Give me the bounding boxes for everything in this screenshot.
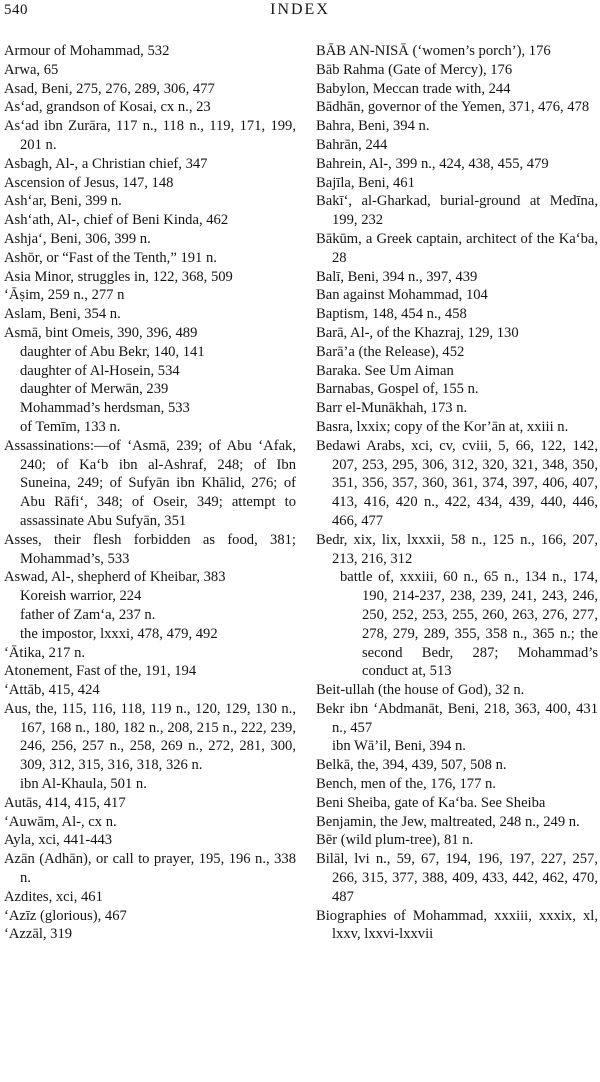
- index-entry: Asses, their flesh forbidden as food, 381; Mohammad’s, 533: [4, 531, 296, 567]
- index-entry: BĀB AN-NISĀ (‘women’s porch’), 176: [316, 43, 551, 59]
- index-subentry: battle of, xxxiii, 60 n., 65 n., 134 n., 174, 190, 214-237, 238, 239, 241, 243, 246, 250, 252, 253, 255, 260, 263, 276, 277, 278, 279, 289, 355, 358 n., 365 n.; the second Bedr, 287; Mohammad’s conduct at, 513: [340, 569, 598, 680]
- index-entry: Aswad, Al-, shepherd of Kheibar, 383: [4, 569, 226, 586]
- index-entry: Aus, the, 115, 116, 118, 119 n., 120, 129, 130 n., 167, 168 n., 180, 182 n., 208, 215 n., 222, 239, 246, 256, 257 n., 258, 269 n., 272, 281, 300, 309, 312, 315, 316, 318, 326 n.: [4, 700, 296, 774]
- index-entry: Ashōr, or “Fast of the Tenth,” 191 n.: [4, 249, 217, 266]
- index-entry: Barā, Al-, of the Khazraj, 129, 130: [316, 324, 519, 341]
- index-entry: Barā’a (the Release), 452: [316, 343, 465, 360]
- index-entry: ‘Āṣim, 259 n., 277 n: [4, 287, 125, 304]
- index-entry: Armour of Mohammad, 532: [4, 43, 170, 59]
- index-subentry: daughter of Al-Hosein, 534: [20, 362, 180, 379]
- index-entry: Bekr ibn ‘Abdmanāt, Beni, 218, 363, 400, 431 n., 457: [316, 700, 598, 736]
- index-entry: Bāb Rahma (Gate of Mercy), 176: [316, 61, 513, 78]
- index-entry: Bākūm, a Greek captain, architect of the Ka‘ba, 28: [316, 230, 598, 266]
- index-subentry: father of Zam‘a, 237 n.: [20, 606, 156, 623]
- index-entry: ‘Auwām, Al-, cx n.: [4, 813, 117, 830]
- index-entry: Bēr (wild plum-tree), 81 n.: [316, 832, 474, 849]
- index-entry: Assassinations:—of ‘Asmā, 239; of Abu ‘Afak, 240; of Ka‘b ibn al-Ashraf, 248; of Ibn Suneina, 249; of Sufyān ibn Khālid, 276; of Abu Rāfi‘, 348; of Oseir, 349; attempt to assassinate Abu Sufyān, 351: [4, 437, 296, 529]
- index-column-right: [316, 42, 598, 944]
- index-entry: Ash‘ar, Beni, 399 n.: [4, 193, 122, 210]
- index-entry: Barnabas, Gospel of, 155 n.: [316, 381, 479, 398]
- index-subentry: ibn Wā’il, Beni, 394 n.: [332, 738, 466, 755]
- index-entry: Balī, Beni, 394 n., 397, 439: [316, 268, 478, 285]
- index-entry: Asia Minor, struggles in, 122, 368, 509: [4, 268, 233, 285]
- index-entry: Beit-ullah (the house of God), 32 n.: [316, 682, 525, 699]
- index-entry: Arwa, 65: [4, 61, 59, 78]
- index-entry: Baptism, 148, 454 n., 458: [316, 306, 467, 323]
- index-entry: Bedr, xix, lix, lxxxii, 58 n., 125 n., 166, 207, 213, 216, 312: [316, 531, 598, 567]
- index-subentry: daughter of Merwān, 239: [20, 381, 169, 398]
- index-entry: Benjamin, the Jew, maltreated, 248 n., 249 n.: [316, 813, 580, 830]
- index-entry: Bahra, Beni, 394 n.: [316, 118, 430, 135]
- index-entry: Ashja‘, Beni, 306, 399 n.: [4, 230, 151, 247]
- index-column-left: [4, 42, 296, 944]
- index-entry: Ayla, xci, 441-443: [4, 832, 113, 849]
- index-subentry: daughter of Abu Bekr, 140, 141: [20, 343, 205, 360]
- index-entry: Bilāl, lvi n., 59, 67, 194, 196, 197, 227, 257, 266, 315, 377, 388, 409, 433, 442, 462, 470, 487: [316, 851, 598, 905]
- index-entry: ‘Azzāl, 319: [4, 926, 73, 943]
- index-entry: Biographies of Mohammad, xxxiii, xxxix, xl, lxxv, lxxvi-lxxvii: [316, 907, 598, 943]
- index-entry: Bakī‘, al-Gharkad, burial-ground at Medīna, 199, 232: [316, 193, 598, 229]
- index-entry: Ash‘ath, Al-, chief of Beni Kinda, 462: [4, 212, 229, 229]
- index-entry: Bahrān, 244: [316, 136, 388, 153]
- index-entry: As‘ad ibn Zurāra, 117 n., 118 n., 119, 171, 199, 201 n.: [4, 118, 296, 153]
- index-entry: Bedawi Arabs, xci, cv, cviii, 5, 66, 122, 142, 207, 253, 295, 306, 312, 320, 321, 348, 350, 351, 356, 357, 360, 361, 374, 397, 406, 407, 413, 416, 420 n., 422, 434, 439, 440, 446, 466, 477: [316, 437, 598, 529]
- index-entry: Basra, lxxix; copy of the Kor’ān at, xxiii n.: [316, 418, 569, 435]
- index-entry: Autās, 414, 415, 417: [4, 794, 126, 811]
- page-number: 540: [4, 2, 28, 18]
- index-entry: Bādhān, governor of the Yemen, 371, 476, 478: [316, 99, 590, 116]
- index-entry: ‘Attāb, 415, 424: [4, 682, 100, 699]
- index-subentry: ibn Al-Khaula, 501 n.: [20, 776, 147, 793]
- index-entry: Aslam, Beni, 354 n.: [4, 306, 121, 323]
- index-entry: Belkā, the, 394, 439, 507, 508 n.: [316, 757, 507, 774]
- index-entry: Babylon, Meccan trade with, 244: [316, 80, 511, 97]
- index-entry: Bahrein, Al-, 399 n., 424, 438, 455, 479: [316, 155, 549, 172]
- index-entry: Beni Sheiba, gate of Ka‘ba. See Sheiba: [316, 794, 546, 811]
- index-entry: ‘Ātika, 217 n.: [4, 644, 86, 661]
- running-title: INDEX: [270, 1, 330, 18]
- index-entry: Ascension of Jesus, 147, 148: [4, 174, 174, 191]
- page-header: [0, 0, 600, 22]
- index-entry: Ban against Mohammad, 104: [316, 287, 488, 304]
- index-entry: Asbagh, Al-, a Christian chief, 347: [4, 155, 208, 172]
- index-entry: Azdites, xci, 461: [4, 888, 103, 905]
- index-subentry: of Temīm, 133 n.: [20, 418, 121, 435]
- index-entry: Barr el-Munākhah, 173 n.: [316, 400, 468, 417]
- index-entry: Baraka. See Um Aiman: [316, 362, 454, 379]
- index-subentry: Mohammad’s herdsman, 533: [20, 400, 190, 417]
- index-entry: Bajīla, Beni, 461: [316, 174, 415, 191]
- index-entry: Asmā, bint Omeis, 390, 396, 489: [4, 324, 198, 341]
- index-entry: Atonement, Fast of the, 191, 194: [4, 663, 197, 680]
- index-entry: Bench, men of the, 176, 177 n.: [316, 776, 496, 793]
- index-entry: As‘ad, grandson of Kosai, cx n., 23: [4, 99, 211, 116]
- index-subentry: the impostor, lxxxi, 478, 479, 492: [20, 625, 218, 642]
- index-entry: Azān (Adhān), or call to prayer, 195, 196 n., 338 n.: [4, 851, 296, 887]
- index-entry: ‘Azīz (glorious), 467: [4, 907, 127, 924]
- index-subentry: Koreish warrior, 224: [20, 588, 142, 605]
- index-entry: Asad, Beni, 275, 276, 289, 306, 477: [4, 80, 215, 97]
